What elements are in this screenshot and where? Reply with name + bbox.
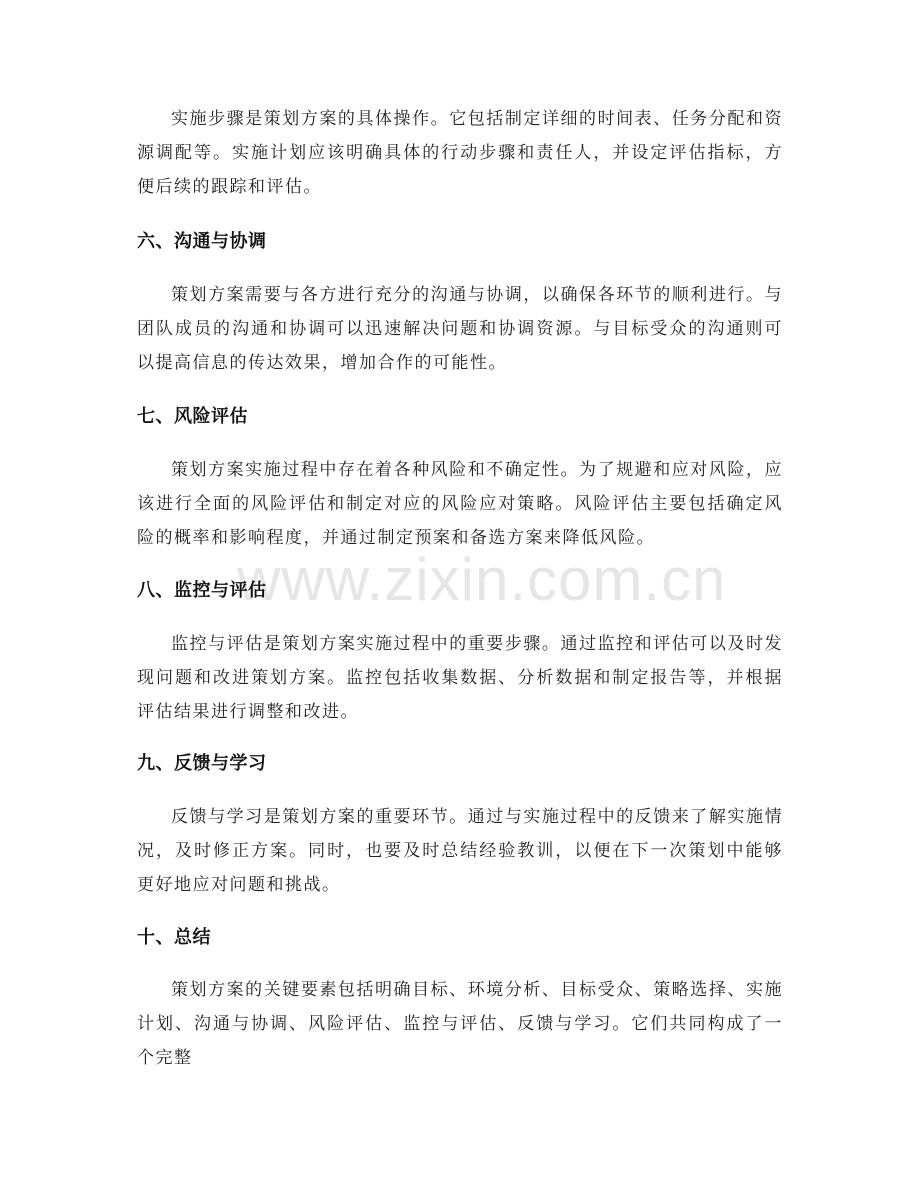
section-feedback-body [137, 800, 783, 902]
paragraph-implementation: 实施步骤是策划方案的具体操作。它包括制定详细的时间表、任务分配和资源调配等。实施计划应该明确具体的行动步骤和责任人，并设定评估指标，方便后续的跟踪和评估。 [137, 109, 783, 197]
paragraph-feedback: 反馈与学习是策划方案的重要环节。通过与实施过程中的反馈来了解实施情况，及时修正方案。同时，也要及时总结经验教训，以便在下一次策划中能够更好地应对问题和挑战。 [137, 807, 783, 895]
section-feedback [137, 751, 783, 777]
section-implementation [137, 102, 783, 204]
section-risk [137, 404, 783, 430]
paragraph-monitoring: 监控与评估是策划方案实施过程中的重要步骤。通过监控和评估可以及时发现问题和改进策划方案。监控包括收集数据、分析数据和制定报告等，并根据评估结果进行调整和改进。 [137, 634, 783, 722]
watermark: www.zixin.com.cn [237, 546, 727, 613]
section-communication-body [137, 278, 783, 380]
heading-communication: 六、沟通与协调 [137, 231, 267, 252]
heading-risk: 七、风险评估 [137, 406, 248, 427]
section-summary [137, 925, 783, 951]
section-risk-body [137, 453, 783, 555]
section-communication [137, 229, 783, 255]
paragraph-summary: 策划方案的关键要素包括明确目标、环境分析、目标受众、策略选择、实施计划、沟通与协调、风险评估、监控与评估、反馈与学习。它们共同构成了一个完整 [137, 980, 783, 1068]
paragraph-communication: 策划方案需要与各方进行充分的沟通与协调，以确保各环节的顺利进行。与团队成员的沟通和协调可以迅速解决问题和协调资源。与目标受众的沟通则可以提高信息的传达效果，增加合作的可能性。 [137, 285, 783, 373]
heading-summary: 十、总结 [137, 927, 211, 948]
paragraph-risk: 策划方案实施过程中存在着各种风险和不确定性。为了规避和应对风险，应该进行全面的风险评估和制定对应的风险应对策略。风险评估主要包括确定风险的概率和影响程度，并通过制定预案和备选方案来降低风险。 [137, 460, 783, 548]
heading-feedback: 九、反馈与学习 [137, 753, 267, 774]
section-monitoring-body [137, 627, 783, 729]
heading-monitoring: 八、监控与评估 [137, 580, 267, 601]
section-monitoring [137, 578, 783, 604]
section-summary-body [137, 973, 783, 1075]
